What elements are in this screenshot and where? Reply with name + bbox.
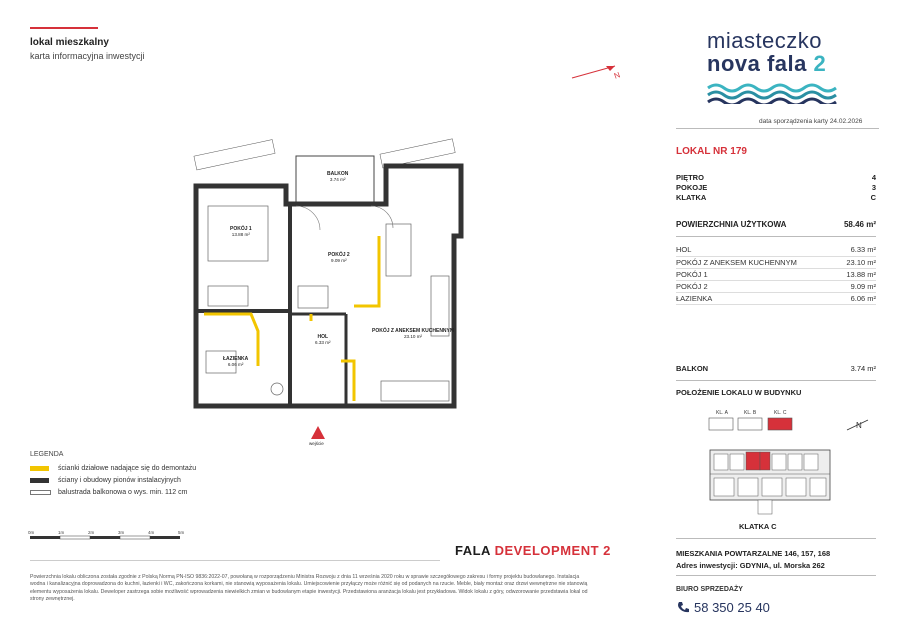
room-label-balcony: BALKON 3.74 m² xyxy=(327,171,349,182)
info-row-stairwell: KLATKA C xyxy=(676,193,876,202)
building-position-title: POŁOŻENIE LOKALU W BUDYNKU xyxy=(676,388,802,397)
area-row-divider xyxy=(676,292,876,293)
info-row-rooms: POKOJE 3 xyxy=(676,183,876,192)
area-row-room1: POKÓJ 1 13.88 m² xyxy=(676,270,876,279)
building-key-plan xyxy=(700,414,880,520)
room-label-pokoj-2: POKÓJ 2 9.09 m² xyxy=(328,252,350,263)
right-header-divider xyxy=(676,128,879,129)
room-label-bathroom: ŁAZIENKA 6.06 m² xyxy=(223,356,249,367)
area-row-living: POKÓJ Z ANEKSEM KUCHENNYM 23.10 m² xyxy=(676,258,876,267)
svg-text:N: N xyxy=(612,70,622,81)
area-table-divider xyxy=(676,236,876,237)
logo-waves-icon xyxy=(706,82,842,104)
developer-logo: FALA DEVELOPMENT 2 xyxy=(455,543,611,558)
legal-disclaimer: Powierzchnia lokalu obliczona została zgodnie z Polską Normą PN-ISO 9836:2022-07, powołaną w rozporządzeniu Ministra Rozwoju z dnia 11 września 2020 roku w sprawie szczegółowego zakresu i formy projektu budowlanego. Instalacja wodna i kanalizacyjna doprowadzona do kuchni, łazienki i WC, zakończona korkami, nie stanowią wyposażenia lokalu. Umiejscowienie przyłączy może różnić się od podanych na rzucie. Meble, biały montaż oraz drzwi wewnętrzne nie stanowią elementu wyposażenia lokalu. Deweloper zastrzega sobie możliwość wprowadzenia niewielkich zmian w budowlanym etapie inwestycji. Przedstawiona aranżacja lokalu jest przykładowa. Widok lokalu z góry, odwzorowanie przedstawia lokal od strony zewnętrznej. xyxy=(30,574,588,603)
floor-plan xyxy=(186,136,486,446)
phone-icon xyxy=(677,601,689,614)
info-row-floor: PIĘTRO 4 xyxy=(676,173,876,182)
north-arrow-icon xyxy=(570,58,630,82)
area-row-divider xyxy=(676,268,876,269)
area-row-bathroom: ŁAZIENKA 6.06 m² xyxy=(676,294,876,303)
address-divider xyxy=(676,575,876,576)
header-accent-line xyxy=(30,27,98,29)
sales-phone[interactable]: 58 350 25 40 xyxy=(694,600,770,615)
klatka-divider xyxy=(676,538,876,539)
room-label-pokoj-1: POKÓJ 1 13.88 m² xyxy=(230,226,252,237)
logo-line-1: miasteczko xyxy=(707,28,823,53)
balcony-divider xyxy=(676,380,876,381)
sales-office-label: BIURO SPRZEDAŻY xyxy=(676,586,743,593)
project-list: MIESZKANIA POWTARZALNE 146, 157, 168 xyxy=(676,549,831,558)
area-row-room2: POKÓJ 2 9.09 m² xyxy=(676,282,876,291)
area-row-divider xyxy=(676,256,876,257)
scale-labels: 0m 1m 2m 3m 4m 5m xyxy=(28,530,185,535)
legend-title: LEGENDA xyxy=(30,451,64,458)
room-label-living-kitchen: POKÓJ Z ANEKSEM KUCHENNYM 23.10 m² xyxy=(372,328,455,339)
area-row-divider xyxy=(676,280,876,281)
entrance-label: wejście xyxy=(309,441,324,446)
area-row-divider xyxy=(676,304,876,305)
balcony-row: BALKON 3.74 m² xyxy=(676,364,876,373)
logo-line-2: nova fala 2 xyxy=(707,51,827,76)
stairwell-caption: KLATKA C xyxy=(739,522,777,531)
footer-divider xyxy=(30,560,440,561)
area-row-hol: HOL 6.33 m² xyxy=(676,245,876,254)
usable-area-total: POWIERZCHNIA UŻYTKOWA 58.46 m² xyxy=(676,220,876,229)
document-subtitle: karta informacyjna inwestycji xyxy=(30,51,145,61)
room-label-hol: HOL 6.33 m² xyxy=(315,334,331,345)
document-title: lokal mieszkalny xyxy=(30,37,109,48)
lokal-number-title: LOKAL NR 179 xyxy=(676,146,747,157)
date-label: data sporządzenia karty 24.02.2026 xyxy=(759,118,863,125)
svg-text:N: N xyxy=(856,421,862,430)
investment-address: Adres inwestycji: GDYNIA, ul. Morska 262 xyxy=(676,561,825,570)
